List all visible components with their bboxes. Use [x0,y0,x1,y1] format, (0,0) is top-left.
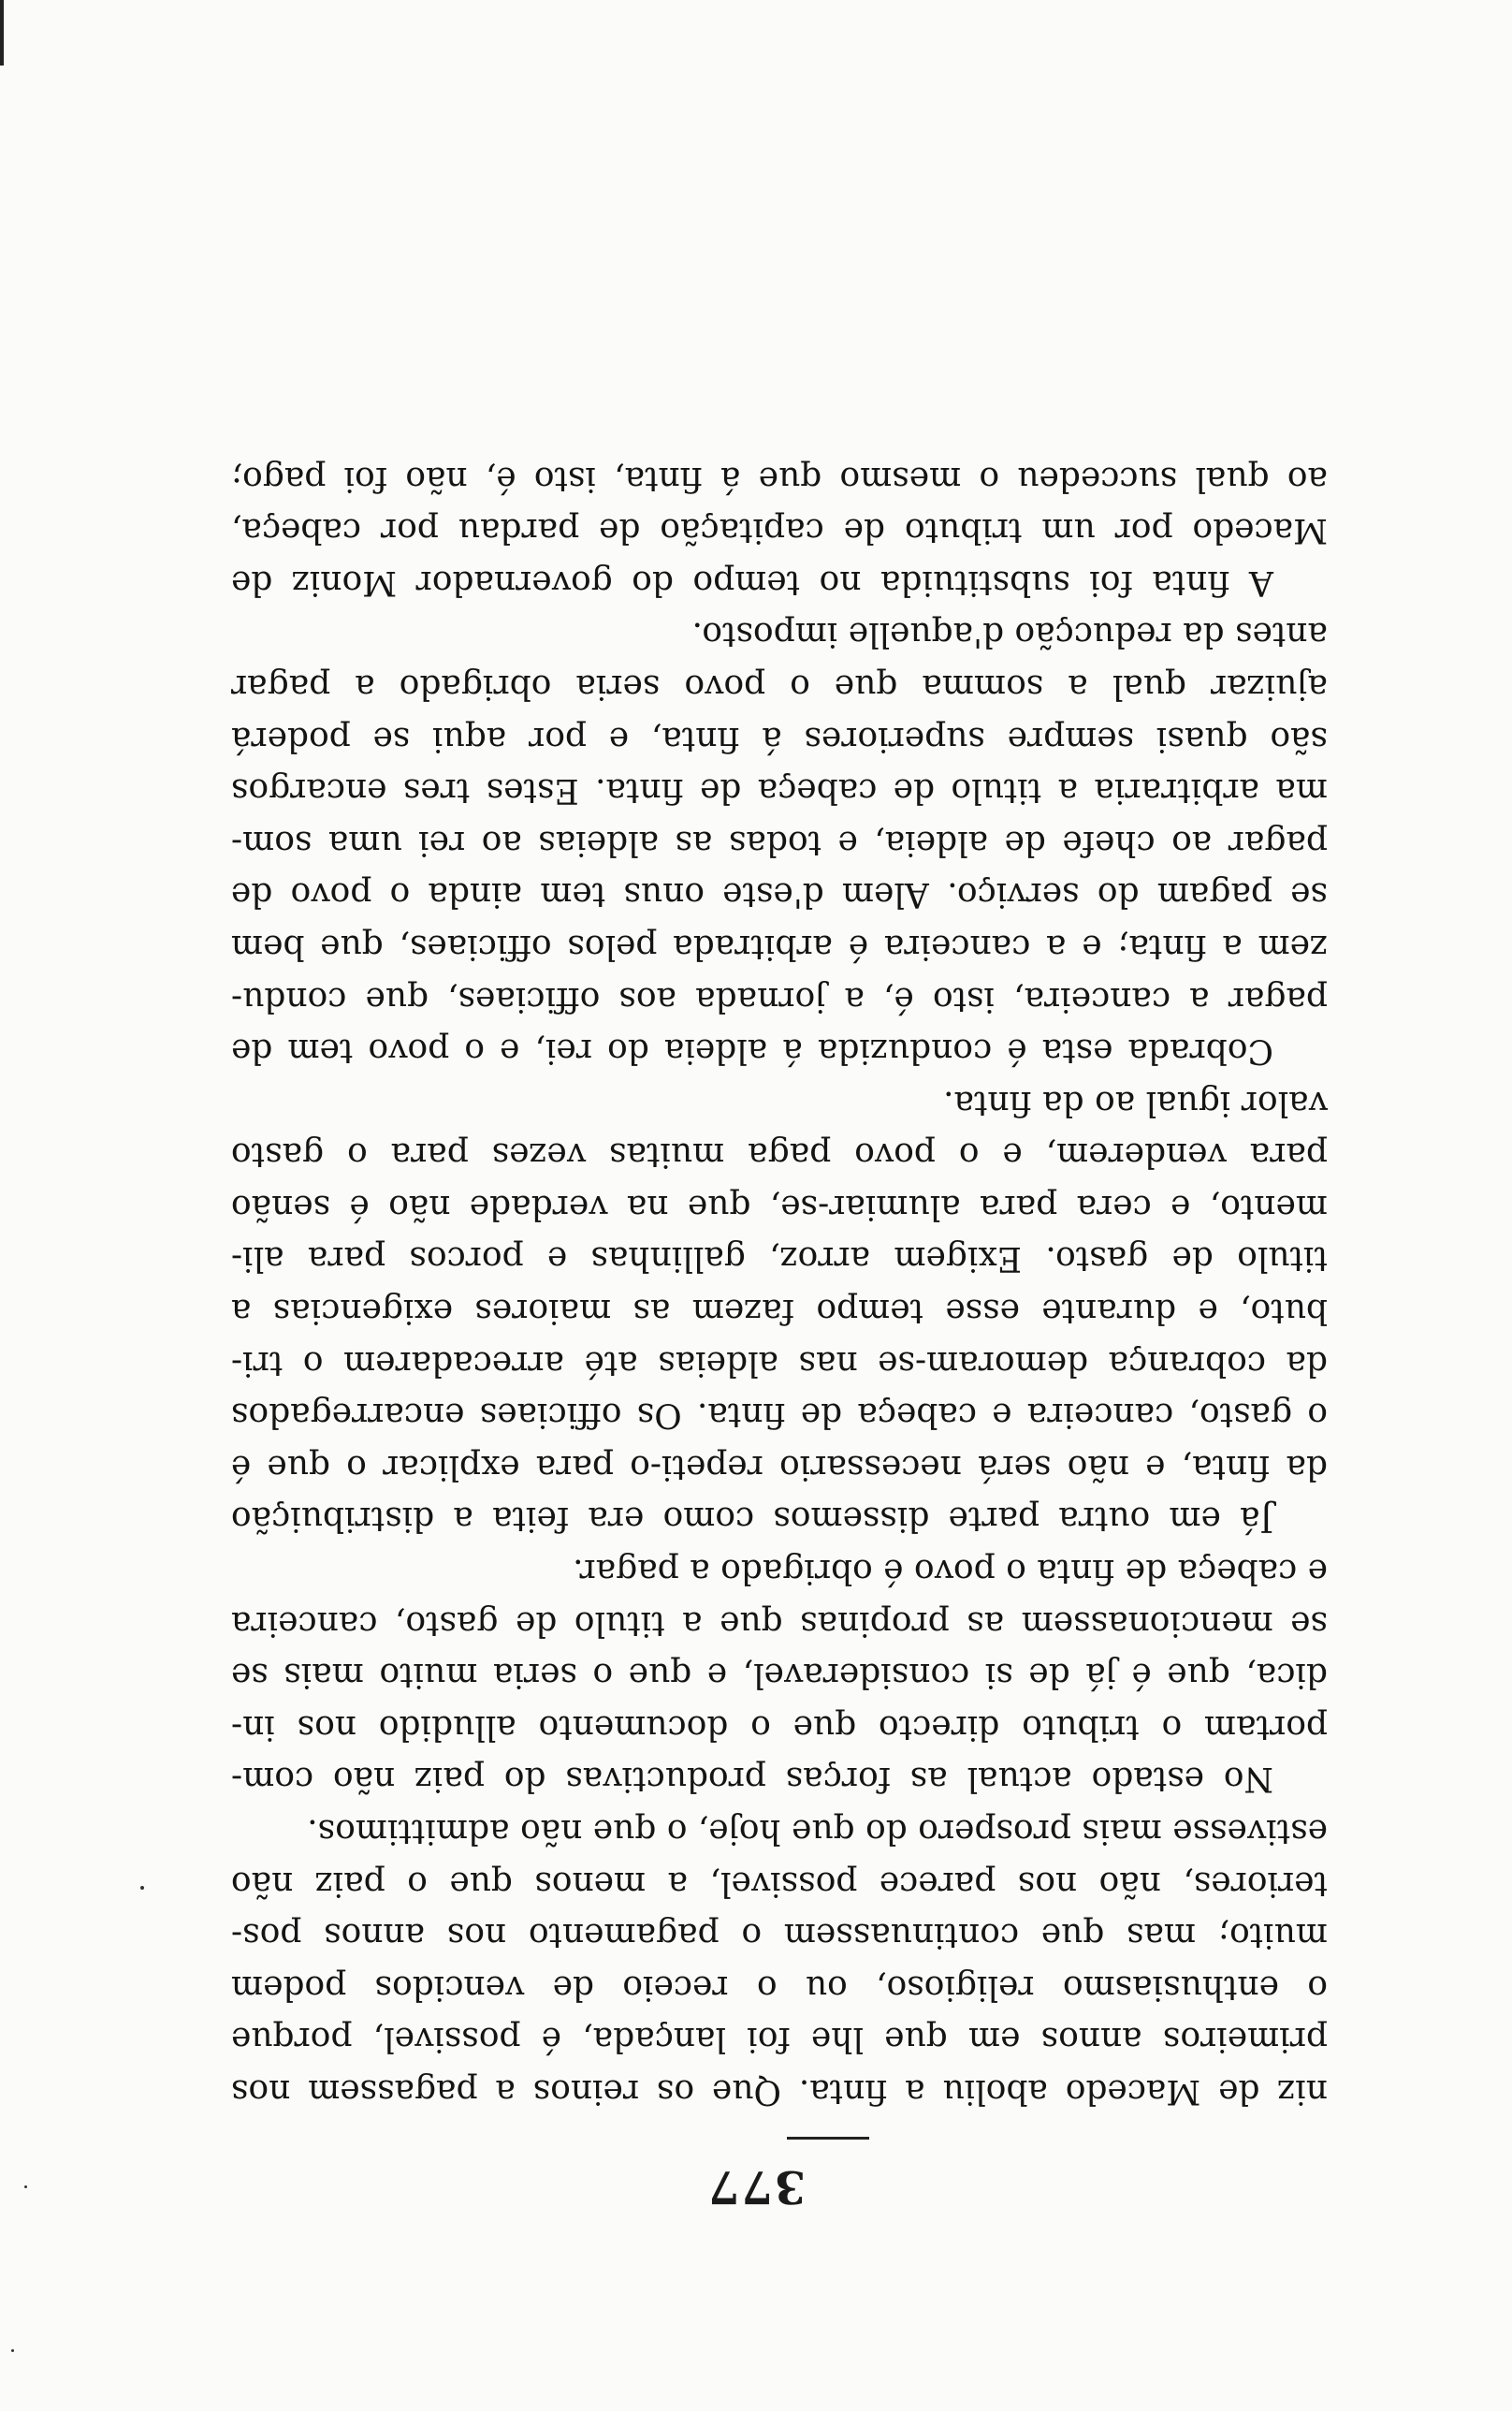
text-line: No estado actual as forças productivas do paiz não com- [231,1760,1273,1799]
text-line: titulo de gasto. Exigem arroz, gallinhas e porcos para ali- [231,1239,1328,1279]
text-line: o enthusiasmo religioso, ou o receio de vencidos podem [231,1967,1328,2007]
text-line: para venderem, e o povo paga muitas vezes para o gasto [231,1135,1328,1175]
text-line: mento, e cera para alumiar-se, que na verdade não é senão [231,1187,1328,1226]
text-line: se pagam do serviço. Alem d'este onus tem ainda o povo de [231,875,1328,914]
scan-speck [11,2349,14,2352]
text-line: da cobrança demoram-se nas aldeias até arrecadarem o tri- [231,1343,1328,1382]
text-line: buto, e durante esse tempo fazem as maiores exigencias a [231,1292,1328,1331]
text-line: zem a finta; e a canceira é arbitrada pelos officiaes, que bem [231,927,1328,966]
text-line: estivesse mais prospero do que hoje, o que não admittimos. [307,1812,1328,1851]
text-line: se mencionassem as propinas que a titulo de gasto, canceira [231,1603,1328,1643]
text-line: teriores, não nos parece possivel, a menos que o paiz não [231,1863,1328,1903]
text-line: ao qual succedeu o mesmo que á finta, isto é, não foi pago; [231,459,1328,498]
text-line: pagar a canceira, isto é, a jornada aos officiaes, que condu- [231,979,1328,1018]
scan-speck [140,1886,144,1890]
text-line: A finta foi substituida no tempo do governador Moniz de [231,563,1273,602]
text-line: Cobrada esta é conduzida á aldeia do rei, e o povo tem de [231,1031,1273,1071]
text-line: niz de Macedo aboliu a finta. Que os reinos a pagassem nos [231,2072,1328,2111]
scan-speck [24,2185,27,2188]
text-line: Macedo por um tributo de capitação de pardau por cabeça, [231,511,1328,550]
page-number-rule [787,2137,869,2140]
text-line: portam o tributo directo que o documento alludido nos in- [231,1707,1328,1746]
text-line: da finta, e não será necessario repeti-o para explicar o que é [231,1447,1328,1486]
text-line: antes da reducção d'aquelle imposto. [691,615,1328,654]
page-number: 377 [705,2160,807,2213]
text-line: pagar ao chefe de aldeia, e todas as aldeias ao rei uma som- [231,823,1328,862]
text-line: e cabeça de finta o povo é obrigado a pagar. [573,1552,1328,1591]
text-line: dica, que é já de si consideravel, e que o seria muito mais se [231,1656,1328,1695]
body-text [231,452,1328,2117]
text-line: Já em outra parte dissemos como era feita a distribuição [231,1499,1273,1539]
text-line: ma arbitraria a titulo de cabeça de finta. Estes tres encargos [231,771,1328,811]
text-line: ajuizar qual a somma que o povo seria obrigado a pagar [231,666,1328,706]
text-line: o gasto, canceira e cabeça de finta. Os officiaes encarregados [231,1395,1328,1435]
text-line: valor igual ao da finta. [943,1083,1328,1122]
text-line: primeiros annos em que lhe foi lançada, é possivel, porque [231,2020,1328,2059]
text-line: muito; mas que continuassem o pagamento nos annos pos- [231,1916,1328,1955]
text-line: são quasi sempre superiores á finta, e por aqui se poderá [231,719,1328,758]
